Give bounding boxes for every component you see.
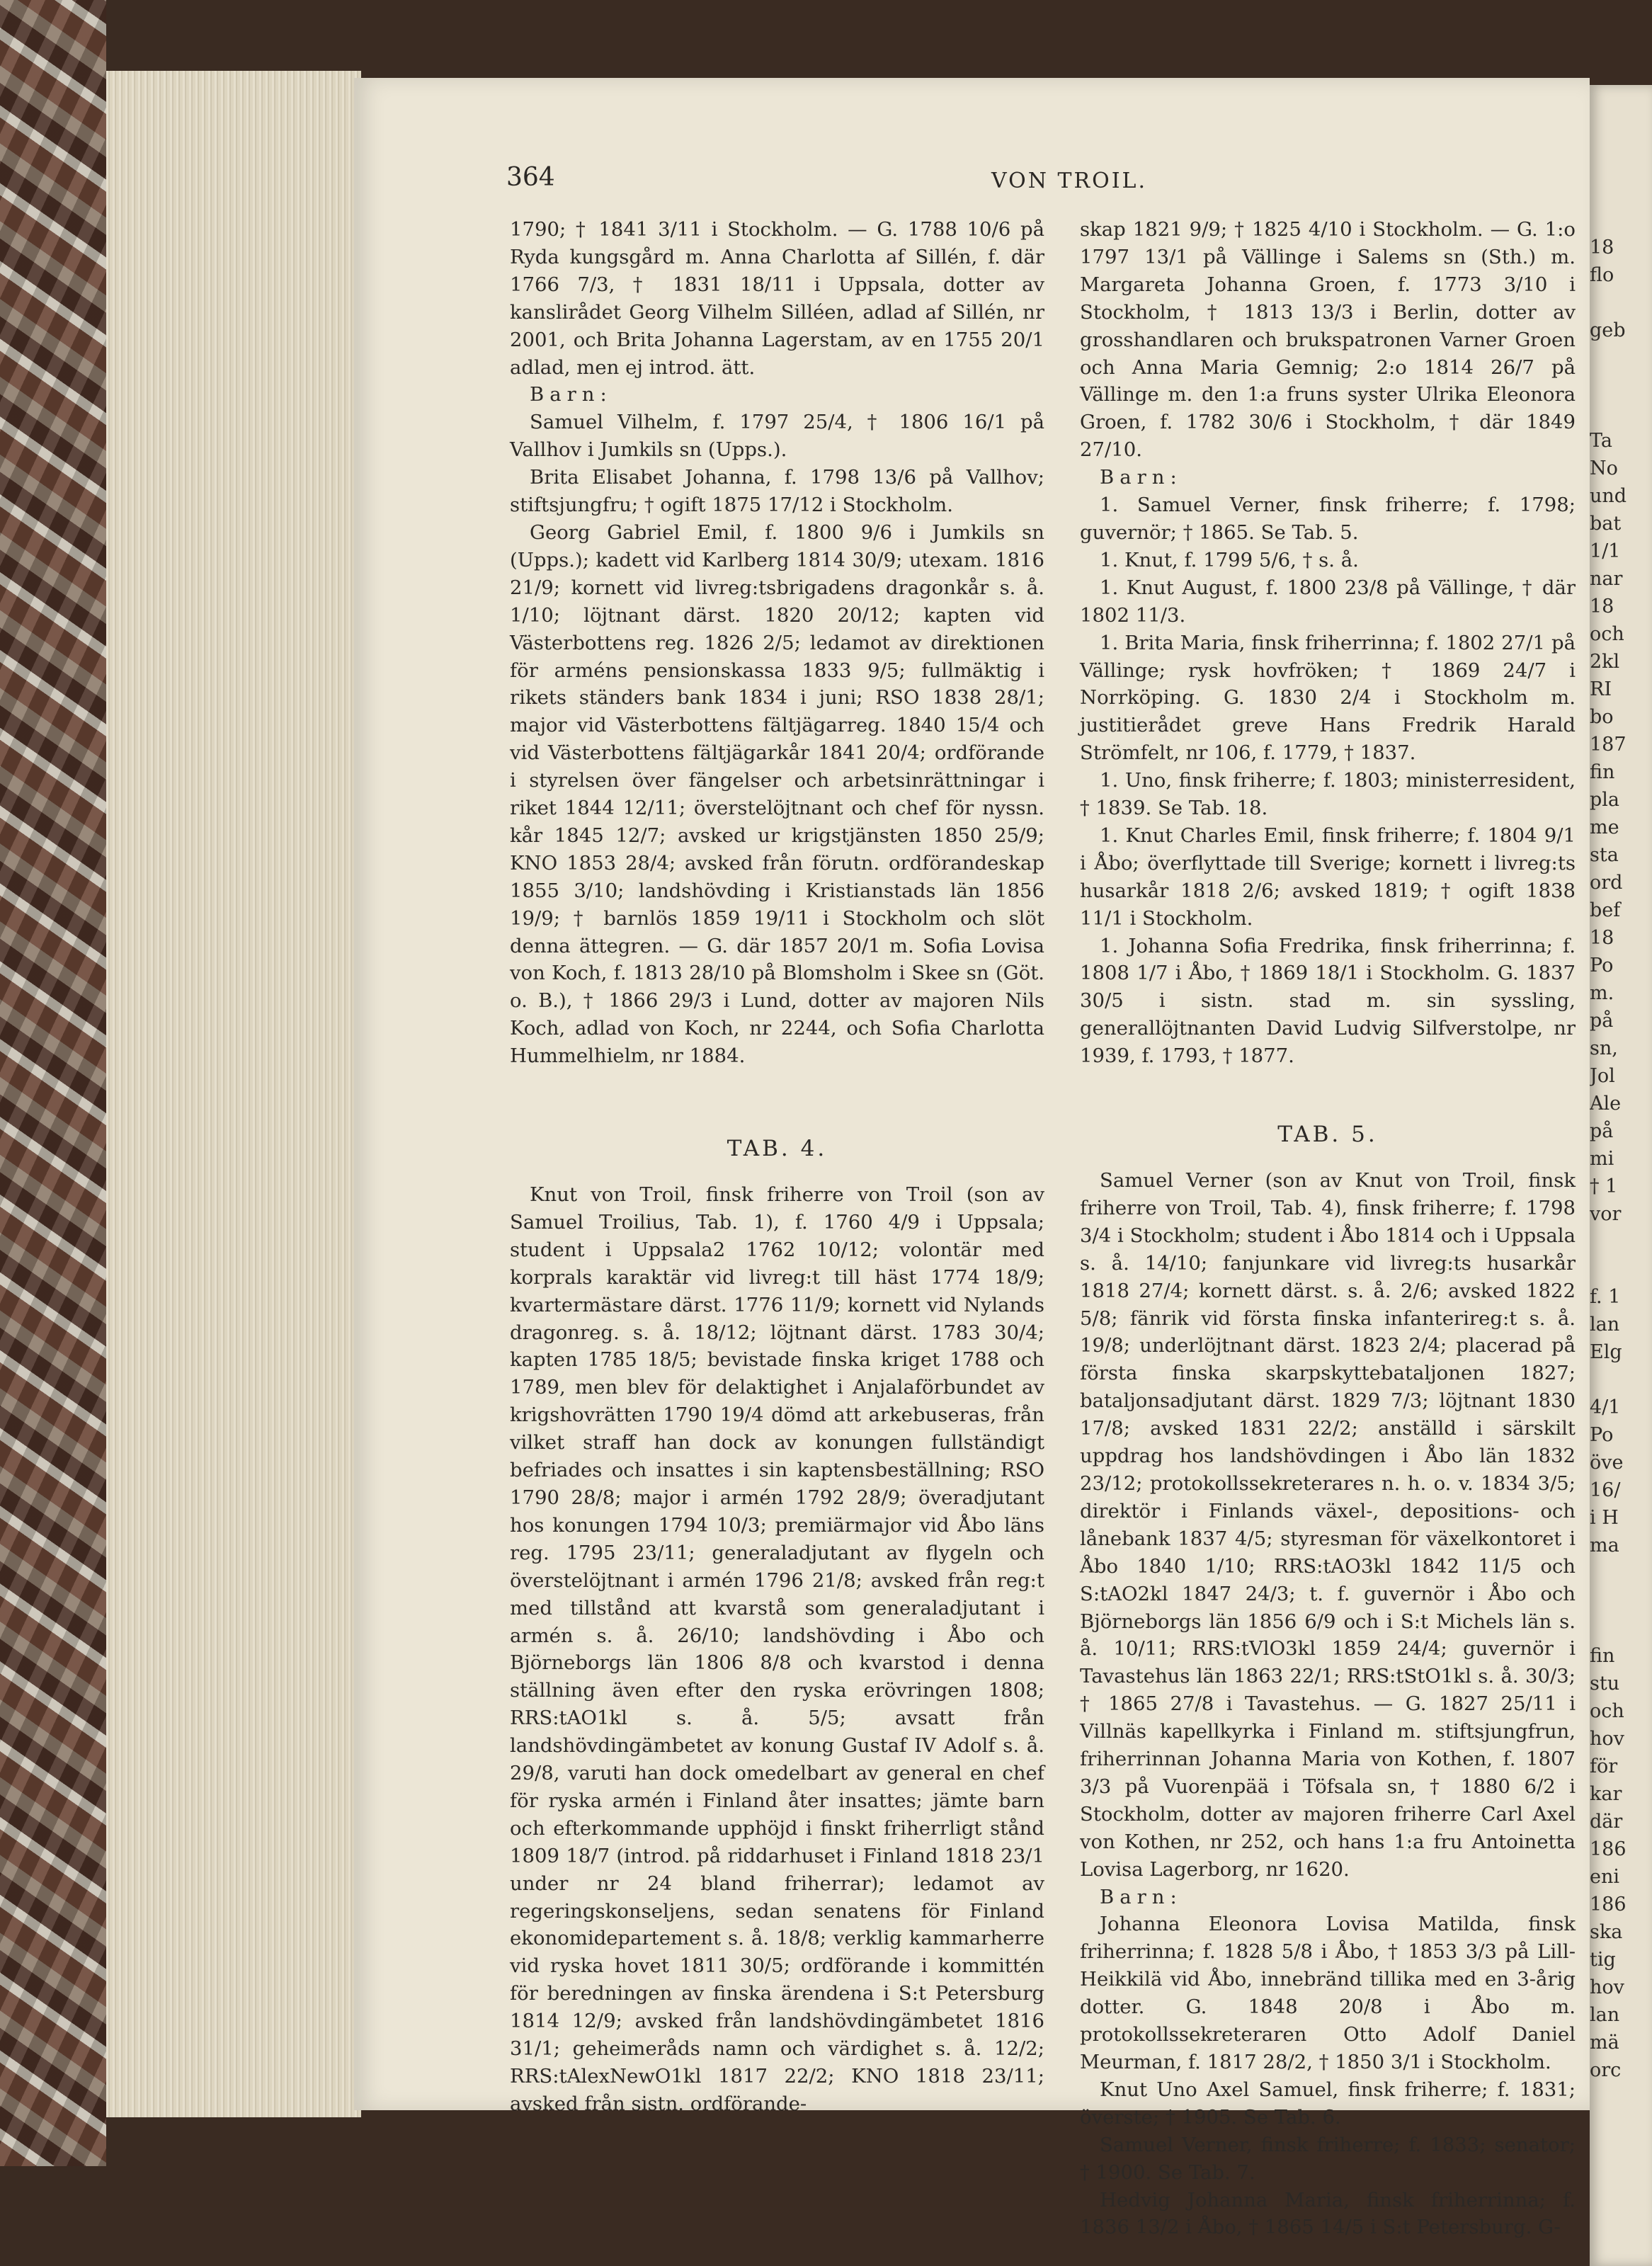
paragraph: Knut Uno Axel Samuel, finsk friherre; f. 1831; överste; † 1905. Se Tab. 6. bbox=[1080, 2078, 1576, 2129]
fragment-line: för bbox=[1590, 1755, 1618, 1777]
table-heading: TAB. 5. bbox=[1277, 1122, 1378, 1148]
fragment-line: RI bbox=[1590, 678, 1612, 700]
page-stack bbox=[106, 71, 361, 2117]
fragment-line: på bbox=[1590, 1010, 1614, 1032]
barn-heading: Barn: bbox=[530, 383, 613, 406]
fragment-line: Po bbox=[1590, 955, 1614, 977]
fragment-line: sn, bbox=[1590, 1037, 1618, 1059]
paragraph: 1. Knut August, f. 1800 23/8 på Vällinge, † där 1802 11/3. bbox=[1080, 576, 1576, 627]
fragment-line: och bbox=[1590, 623, 1624, 645]
paragraph: Hedvig Johanna Maria, finsk friherrinna; f. 1836 13/2 i Åbo, † 1865 14/5 i S:t Petersburg. G- bbox=[1080, 2188, 1576, 2239]
fragment-line bbox=[1590, 1228, 1652, 1256]
fragment-line: me bbox=[1590, 816, 1619, 838]
barn-heading: Barn: bbox=[1100, 466, 1183, 489]
fragment-line: mä bbox=[1590, 2032, 1619, 2054]
paragraph: 1. Johanna Sofia Fredrika, finsk friherrinna; f. 1808 1/7 i Åbo, † 1869 18/1 i Stockholm. G. 1837 30/5 i sistn. stad m. sin syssling, generallöjtnanten David Ludvig Silfverstolpe, nr 1939, f. 1793, † 1877. bbox=[1080, 934, 1576, 1068]
fragment-line: Ale bbox=[1590, 1093, 1622, 1115]
fragment-line: 186 bbox=[1590, 1894, 1627, 1915]
fragment-line bbox=[1590, 344, 1652, 372]
fragment-line: fin bbox=[1590, 1645, 1615, 1667]
paragraph: 1. Knut Charles Emil, finsk friherre; f. 1804 9/1 i Åbo; överflyttade till Sverige; kornett i livreg:ts husarkår 1818 2/6; avsked 1819; † ogift 1838 11/1 i Stockholm. bbox=[1080, 824, 1576, 930]
next-page-fragment bbox=[1590, 85, 1652, 2266]
page-number: 364 bbox=[506, 163, 555, 192]
paragraph: 1. Uno, finsk friherre; f. 1803; ministerresident, † 1839. Se Tab. 18. bbox=[1080, 769, 1576, 820]
left-column bbox=[510, 216, 1044, 2118]
fragment-line: orc bbox=[1590, 2059, 1622, 2081]
fragment-line: 18 bbox=[1590, 927, 1614, 949]
fragment-line bbox=[1590, 1256, 1652, 1283]
fragment-line: och bbox=[1590, 1700, 1624, 1722]
fragment-line: Po bbox=[1590, 1424, 1614, 1446]
fragment-line: 18 bbox=[1590, 237, 1614, 258]
fragment-line: 2kl bbox=[1590, 651, 1620, 673]
table-heading: TAB. 4. bbox=[727, 1136, 828, 1162]
paragraph: 1. Samuel Verner, finsk friherre; f. 1798; guvernör; † 1865. Se Tab. 5. bbox=[1080, 494, 1576, 544]
fragment-line: m. bbox=[1590, 982, 1614, 1004]
running-head: VON TROIL. bbox=[991, 169, 1148, 193]
fragment-line: hov bbox=[1590, 1728, 1624, 1750]
fragment-line: tig bbox=[1590, 1949, 1616, 1971]
paragraph: Johanna Eleonora Lovisa Matilda, finsk friherrinna; f. 1828 5/8 i Åbo, † 1853 3/3 på Lill-Heikkilä vid Åbo, innebränd tillika med en 3-årig dotter. G. 1848 20/8 i Åbo m. protokollssekreteraren Otto Adolf Daniel Meurman, f. 1817 28/2, † 1850 3/1 i Stockholm. bbox=[1080, 1913, 1576, 2073]
fragment-line bbox=[1590, 372, 1652, 399]
fragment-line: Jol bbox=[1590, 1065, 1615, 1087]
fragment-line: geb bbox=[1590, 319, 1626, 341]
right-column bbox=[1080, 216, 1576, 2241]
paragraph: Samuel Verner, finsk friherre; f. 1833; senator; † 1900. Se Tab. 7. bbox=[1080, 2133, 1576, 2184]
paragraph: 1. Brita Maria, finsk friherrinna; f. 1802 27/1 på Vällinge; rysk hovfröken; † 1869 24/7 i Norrköping. G. 1830 2/4 i Stockholm m. justitierådet greve Hans Fredrik Harald Strömfelt, nr 106, f. 1779, † 1837. bbox=[1080, 631, 1576, 765]
fragment-line: nar bbox=[1590, 568, 1623, 590]
fragment-line: 187 bbox=[1590, 734, 1627, 756]
fragment-line: på bbox=[1590, 1120, 1614, 1142]
fragment-line: hov bbox=[1590, 1976, 1624, 1998]
paragraph: Knut von Troil, finsk friherre von Troil (son av Samuel Troilius, Tab. 1), f. 1760 4/9 i Uppsala; student i Uppsala2 1762 10/12; volontär med korprals karaktär vid livreg:t till häst 1774 18/9; kvartermästare därst. 1776 11/9; kornett vid Nylands dragonreg. s. å. 18/12; löjtnant därst. 1783 30/4; kapten 1785 18/5; bevistade finska kriget 1788 och 1789, men blev för delaktighet i Anjalaförbundet av krigshovrätten 1790 19/4 dömd att arkebuseras, från vilket straff han dock av konungen fullständigt befriades och insattes i sin kaptensbeställning; RSO 1790 28/8; major i armén 1792 28/9; överadjutant hos konungen 1794 10/3; premiärmajor vid Åbo läns reg. 1795 23/11; generaladjutant av flygeln och överstelöjtnant i armén 1796 21/8; avsked från reg:t med tillstånd att kvarstå som generaladjutant i armén s. å. 26/10; landshövding i Åbo och Björneborgs län 1806 8/8 och kvarstod i denna ställning även efter den ryska erövringen 1808; RRS:tAO1kl s. å. 5/5; avsatt från landshövdingämbetet av konung Gustaf IV Adolf s. å. 29/8, varuti han dock omedelbart av general en chef för ryska armén i Finland åter insattes; jämte barn och efterkommande upphöjd i finskt friherrligt stånd 1809 18/7 (introd. på riddarhuset i Finland 1818 23/1 under nr 24 bland friherrar); ledamot av regeringskonseljens, sedan senatens för Finland ekonomidepartement s. å. 18/8; verklig kammarherre vid ryska hovet 1811 30/5; ordförande i kommittén för beredningen av finska ärendena i S:t Petersburg 1814 12/9; avsked från landshövdingämbetet 1816 31/1; geheimeråds namn och värdighet s. å. 12/2; RRS:tAlexNewO1kl 1817 22/2; KNO 1818 23/11; avsked från sistn. ordförande- bbox=[510, 1183, 1044, 2115]
fragment-line bbox=[1590, 1366, 1652, 1394]
fragment-line: pla bbox=[1590, 789, 1620, 811]
paragraph: Samuel Verner (son av Knut von Troil, finsk friherre von Troil, Tab. 4), finsk friherre; f. 1798 3/4 i Stockholm; student i Åbo 1814 och i Uppsala s. å. 14/10; fanjunkare vid livreg:ts husarkår 1818 27/4; kornett därst. s. å. 2/6; avsked 1822 5/8; fänrik vid första finska infanterireg:t s. å. 19/8; underlöjtnant därst. 1823 2/4; placerad på första finska skarpskyttebataljonen 1827; bataljonsadjutant därst. 1829 7/3; löjtnant 1830 17/8; avsked 1831 22/2; anställd i särskilt uppdrag hos landshövdingen i Åbo län 1832 23/12; protokollssekreterares n. h. o. v. 1834 3/5; direktör i Finlands växel-, depositions- och lånebank 1837 4/5; styresman för växelkontoret i Åbo 1840 1/10; RRS:tAO3kl 1842 11/5 och S:tAO2kl 1847 24/3; t. f. guvernör i Åbo och Björneborgs län 1856 6/9 och i S:t Michels län s. å. 10/11; RRS:tVlO3kl 1859 24/4; guvernör i Tavastehus län 1863 22/1; RRS:tStO1kl s. å. 30/3; † 1865 27/8 i Tavastehus. — G. 1827 25/11 i Villnäs kapellkyrka i Finland m. stiftsjungfrun, friherrinnan Johanna Maria von Kothen, f. 1807 3/3 på Vuorenpää i Töfsala sn, † 1880 6/2 i Stockholm, dotter av majoren friherre Carl Axel von Kothen, nr 252, och hans 1:a fru Antoinetta Lovisa Lagerborg, nr 1620. bbox=[1080, 1169, 1576, 1881]
fragment-line: öve bbox=[1590, 1452, 1624, 1474]
fragment-line: flo bbox=[1590, 264, 1614, 286]
paragraph: 1790; † 1841 3/11 i Stockholm. — G. 1788 10/6 på Ryda kungsgård m. Anna Charlotta af Sillén, f. där 1766 7/3, † 1831 18/11 i Uppsala, dotter av kanslirådet Georg Vilhelm Silléen, adlad af Sillén, nr 2001, och Brita Johanna Lagerstam, av en 1755 20/1 adlad, men ej introd. ätt. bbox=[510, 218, 1044, 379]
fragment-line: 4/1 bbox=[1590, 1396, 1621, 1418]
fragment-line bbox=[1590, 1559, 1652, 1587]
fragment-line: vor bbox=[1590, 1203, 1622, 1225]
fragment-line: ord bbox=[1590, 872, 1623, 894]
fragment-line bbox=[1590, 399, 1652, 427]
fragment-line: bat bbox=[1590, 513, 1622, 535]
fragment-line: bo bbox=[1590, 706, 1614, 728]
fragment-line: bef bbox=[1590, 899, 1621, 921]
fragment-line: f. 1 bbox=[1590, 1286, 1621, 1308]
fragment-line: i H bbox=[1590, 1507, 1619, 1529]
fragment-line: eni bbox=[1590, 1866, 1620, 1888]
fragment-line: Ta bbox=[1590, 430, 1613, 452]
fragment-line: ska bbox=[1590, 1921, 1623, 1943]
fragment-line: kar bbox=[1590, 1783, 1622, 1805]
fragment-line: 186 bbox=[1590, 1838, 1627, 1860]
fragment-line: 1/1 bbox=[1590, 540, 1621, 562]
fragment-line: stu bbox=[1590, 1673, 1620, 1695]
fragment-line: lan bbox=[1590, 1314, 1620, 1336]
fragment-line bbox=[1590, 1615, 1652, 1642]
barn-heading: Barn: bbox=[1100, 1885, 1183, 1908]
fragment-line: 18 bbox=[1590, 596, 1614, 617]
fragment-line: No bbox=[1590, 457, 1618, 479]
fragment-line: und bbox=[1590, 485, 1627, 507]
fragment-line bbox=[1590, 1587, 1652, 1615]
fragment-line bbox=[1590, 289, 1652, 317]
fragment-line: ma bbox=[1590, 1535, 1619, 1556]
paragraph: Samuel Vilhelm, f. 1797 25/4, † 1806 16/1 på Vallhov i Jumkils sn (Upps.). bbox=[510, 411, 1044, 462]
fragment-line: fin bbox=[1590, 761, 1615, 783]
paragraph: Georg Gabriel Emil, f. 1800 9/6 i Jumkils sn (Upps.); kadett vid Karlberg 1814 30/9; utexam. 1816 21/9; kornett vid livreg:tsbrigadens dragonkår s. å. 1/10; löjtnant därst. 1820 20/12; kapten vid Västerbottens reg. 1826 2/5; ledamot av direktionen för arméns pensionskassa 1833 9/5; fullmäktig i rikets ständers bank 1834 i juni; RSO 1838 28/1; major vid Västerbottens fältjägarreg. 1840 15/4 och vid Västerbottens fältjägarkår 1841 20/4; ordförande i styrelsen över fängelser och arbetsinrättningar i riket 1844 12/11; överstelöjtnant och chef för nyssn. kår 1845 12/7; avsked ur krigstjänsten 1850 25/9; KNO 1853 28/4; avsked från förutn. ordförandeskap 1855 3/10; landshövding i Kristianstads län 1856 19/9; † barnlös 1859 19/11 i Stockholm och slöt denna ättegren. — G. där 1857 20/1 m. Sofia Lovisa von Koch, f. 1813 28/10 på Blomsholm i Skee sn (Göt. o. B.), † 1866 29/3 i Lund, dotter av majoren Nils Koch, adlad von Koch, nr 2244, och Sofia Charlotta Hummelhielm, nr 1884. bbox=[510, 520, 1044, 1068]
fragment-line: mi bbox=[1590, 1148, 1614, 1170]
fragment-line: sta bbox=[1590, 844, 1619, 866]
page-header bbox=[354, 163, 1590, 205]
fragment-line: lan bbox=[1590, 2004, 1620, 2026]
fragment-line: där bbox=[1590, 1811, 1623, 1833]
paragraph: 1. Knut, f. 1799 5/6, † s. å. bbox=[1100, 548, 1359, 571]
fragment-line: Elg bbox=[1590, 1341, 1622, 1363]
fragment-line: 16/ bbox=[1590, 1479, 1621, 1501]
book-edge-marbling bbox=[0, 0, 106, 2166]
fragment-line: † 1 bbox=[1590, 1175, 1618, 1197]
paragraph: Brita Elisabet Johanna, f. 1798 13/6 på Vallhov; stiftsjungfru; † ogift 1875 17/12 i Stockholm. bbox=[510, 466, 1044, 517]
paragraph: skap 1821 9/9; † 1825 4/10 i Stockholm. — G. 1:o 1797 13/1 på Vällinge i Salems sn (Sth.) m. Margareta Johanna Groen, f. 1773 3/10 i Stockholm, † 1813 13/3 i Berlin, dotter av grosshandlaren och brukspatronen Varner Groen och Anna Maria Gemnig; 2:o 1814 26/7 på Vällinge m. den 1:a fruns syster Ulrika Eleonora Groen, f. 1782 30/6 i Stockholm, † där 1849 27/10. bbox=[1080, 218, 1576, 462]
book-page bbox=[354, 78, 1590, 2239]
